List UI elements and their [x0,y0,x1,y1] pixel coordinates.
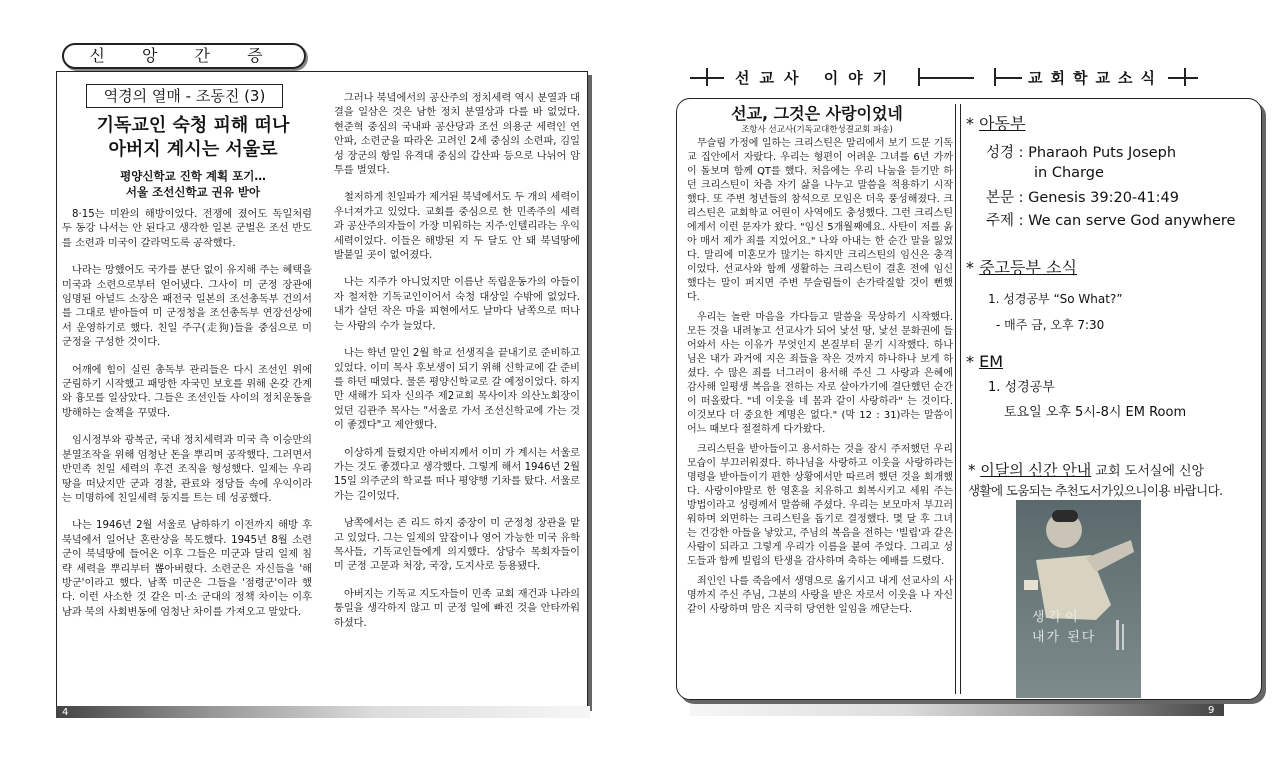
paragraph: 무슬림 가정에 일하는 크리스틴은 말리에서 보기 드문 기독교 집안에서 자랐다. 우리는 형편이 어려운 그녀를 6년 가까이 돌보며 함께 QT를 했다. 처음에는 우리 나눔을 듣기만 하던 크리스틴이 차츰 자기 삶을 나누고 말씀을 적용하기 시작했다. 또 주변 청년들의 참석으로 모임은 더욱 풍성해졌다. 크리스틴은 교회학교 어린이 사역에도 충성했다. 그런 크리스틴에게서 이런 문자가 왔다. "임신 5개월째예요. 사탄이 저를 옭아 매서 제가 죄를 지었어요." 나와 아내는 한 순간 말을 잃었다. 말리에 미혼모가 많기는 하지만 크리스틴의 임신은 충격이었다. 선교사와 함께 생활하는 크리스틴이 결혼 전에 임신했다는 말이 퍼지면 주변 무슬림들이 손가락질할 것이 뻔했다. [687,138,953,303]
header-tick [1184,68,1186,86]
book-cover-image [1016,500,1141,698]
paragraph: 아버지는 기독교 지도자들이 민족 교회 재건과 나라의 통일을 생각하지 않고 미 군정 일에 빠진 것을 안타까워하셨다. [334,588,580,629]
bible-value: Pharaoh Puts Joseph [1028,145,1177,161]
paragraph: 죄인인 나를 죽음에서 생명으로 옮기시고 내게 선교사의 사명까지 주신 주님, 그분의 사랑을 받은 자로서 이웃을 나 자신같이 사랑하며 맘은 지극히 당연한 일임을 깨닫는다. [687,576,953,615]
header-rule [1168,77,1198,79]
article-series-title: 역경의 열매 - 조동진 (3) [86,84,283,108]
paragraph: 임시정부와 광복군, 국내 정치세력과 미국 측 이승만의 분열조작을 위해 엄청난 돈을 뿌리며 공작했다. 그러면서 반민족 친일 세력의 후견 조직을 형성했다. 일제는 우리 땅을 떠났지만 군과 경찰, 관료와 정당들 속에 우익이라는 미명하에 친일세력 둥지를 트는 데 성공했다. [62,435,312,504]
children-dept-heading: * 아동부 [966,114,1026,133]
article-subtitle-line2: 서울 조선신학교 권유 받아 [125,185,261,199]
article-subtitle-line1: 평양신학교 진학 계획 포기… [120,169,266,183]
book-heading: * 이달의 신간 안내 [968,461,1092,479]
column-divider [955,104,961,694]
book-text-2: 생활에 도움되는 추천도서가있으니이용 바랍니다. [968,483,1223,498]
paragraph: 남쪽에서는 존 리드 하지 중장이 미 군정청 장관을 맡고 있었다. 그는 일제의 앞잡이나 영어 가능한 미국 유학 목사들, 기독교인들에게 의지했다. 상당수 목회자들이 미 군정 고문과 처장, 국장, 도지사로 등용됐다. [334,518,580,573]
page-number-right: 9 [1208,705,1215,716]
theme-label: 주제 : [986,213,1029,229]
article-title-line1: 기독교인 숙청 피해 떠나 [96,115,290,136]
footer-bar-right [690,704,1224,716]
article-title [68,114,318,162]
header-rule [918,77,974,79]
children-theme [986,211,1235,231]
mission-column [687,137,953,623]
paragraph: 나는 1946년 2월 서울로 남하하기 이전까지 해방 후 북녘에서 일어난 혼란상을 목도했다. 1945년 8월 소련군이 북녘땅에 들어온 이후 그들은 미군과 달리 일제 침략 세력을 뿌리부터 뽑아버렸다. 소련군은 자신들을 '해방군'이라고 했다. 남쪽 미군은 그들을 '점령군'이라 했다. 이런 사소한 것 같은 미·소 군대의 정책 차이는 이후 남과 북의 사회변동에 엄청난 차이를 가져오고 말았다. [62,520,312,618]
header-church-school: 교회학교소식 [1028,69,1163,87]
em-item-2: 토요일 오후 5시-8시 EM Room [1004,405,1187,420]
article-column-1 [62,208,312,633]
article-column-2 [334,92,580,644]
section-label: 신 앙 간 증 [62,43,306,69]
header-mission: 선교사 이야기 [735,69,898,87]
paragraph: 어깨에 힘이 실린 총독부 관리들은 다시 조선인 위에 군림하기 시작했고 패망한 자국민 보호를 위해 온갖 간계와 흉모를 일삼았다. 그들은 조선인들 사이의 정치운동을 방해하는 술책을 꾸몄다. [62,364,312,419]
children-bible-cont: in Charge [1034,165,1104,181]
paragraph: 크리스틴을 받아들이고 용서하는 것을 잠시 주저했던 우리 모습이 부끄러워졌다. 하나님을 사랑하고 이웃을 사랑하라는 명령을 받아들이기 편한 상황에서만 따르려 했던 것을 회개했다. 사랑이야말로 한 영혼을 치유하고 회복시키고 세워 주는 방법이라고 성령께서 말씀해 주셨다. 우리는 보모마저 부끄러워하며 외면하는 크리스틴을 돕기로 결정했다. 몇 달 후 그녀는 건강한 아들을 낳았고, 주님의 복음을 전하는 '빌립'과 같은 사람이 되라고 그렇게 우리가 이름을 붙여 주었다. 그리고 성도들과 함께 빌립의 탄생을 감사하며 축하는 예배를 드렸다. [687,444,953,567]
mission-author: 조항사 선교사(기독교대한성결교회 파송) [741,125,893,135]
paragraph: 나는 지주가 아니었지만 이름난 독립운동가의 아들이자 철저한 기독교인이어서 숙청 대상일 수밖에 없었다. 내가 살던 작은 마을 피현에서도 날마다 남쪽으로 떠나는 사람의 수가 늘었다. [334,277,580,332]
article-title-line2: 아버지 계시는 서울로 [108,139,278,160]
footer-bar-left [56,706,590,718]
mission-title: 선교, 그것은 사랑이었네 [731,104,903,123]
paragraph: 나는 학년 말인 2월 학교 선생직을 끝내기로 준비하고 있었다. 이미 목사 후보생이 되기 위해 신학교에 갈 준비를 하던 때였다. 물론 평양신학교로 갈 예정이었다. 하지만 새해가 되자 신의주 제2교회 목사이자 의산노회장이었던 김관주 목사는 "서울로 가서 조선신학교에 가는 것이 좋겠다"고 제안했다. [334,348,580,432]
paragraph: 이상하게 들렸지만 아버지께서 이미 가 계시는 서울로 가는 것도 좋겠다고 생각했다. 그렇게 해서 1946년 2월 15일 의주군의 학교를 떠나 평양행 기차를 탔다. 서울로 가는 길이었다. [334,447,580,502]
children-text [986,188,1179,208]
header-tick [918,68,920,86]
paragraph: 철저하게 친일파가 제거된 북녘에서도 두 개의 세력이 우너져가고 있었다. 교회를 중심으로 한 민족주의 세력과 공산주의자들이 가장 미워하는 지주·인텔리라는 우익세력이었다. 이들은 해방된 지 두 달도 안 돼 북녘땅에 발붙일 곳이 없어졌다. [334,192,580,262]
book-cover-title-2: 내가 된다 [1032,630,1097,645]
em-item-1: 1. 성경공부 [988,380,1055,395]
page-number-left: 4 [62,707,69,718]
paragraph: 나라는 망했어도 국가를 분단 없이 유지해 주는 혜택을 미국과 소련으로부터 얻어냈다. 그사이 미 군정 장관에 임명된 아널드 소장은 패전국 일본의 조선총독부 건의서를 그대로 받아들여 미 군정청을 조선총독부 연장선상에서 운영하기로 했다. 친일 주구(走狗)들을 중심으로 미 군정을 구성한 것이다. [62,265,312,349]
header-rule [690,77,724,79]
paragraph: 그러나 북녘에서의 공산주의 정치세력 역시 분열과 대결을 일삼은 것은 남한 정치 분열상과 다를 바 없었다. 현준혁 중심의 국내파 공산당과 조선 의용군 세력인 연안파, 소련군을 따라온 고려인 2세 중심의 소련파, 김일성 장군의 항일 유격대 중심의 갑산파 등으로 나뉘어 암투를 벌였다. [334,93,580,177]
text-value: Genesis 39:20-41:49 [1028,190,1179,206]
em-heading: * EM [966,352,1004,371]
theme-value: We can serve God anywhere [1028,213,1236,229]
youth-dept-heading: * 중고등부 소식 [966,258,1077,277]
article-subtitle [68,168,318,200]
book-notice [968,460,1204,482]
youth-item-2: - 매주 금, 오후 7:30 [996,318,1105,332]
paragraph: 8·15는 미완의 해방이었다. 전쟁에 졌어도 독일처럼 두 동강 나서는 안 된다고 생각한 일본 군벌은 조선 반도를 소련과 미국이 갈라먹도록 공작했다. [62,209,312,249]
children-bible [986,143,1176,163]
header-rule [994,77,1022,79]
paragraph: 우리는 놀란 마음을 가다듬고 말씀을 묵상하기 시작했다. 모든 것을 내려놓고 선교사가 되어 낯선 땅, 낯선 문화권에 들어와서 사는 이유가 무엇인지 본질부터 묻기 시작했다. 하나님은 내가 과거에 지은 죄들을 작은 것까지 하나하나 보게 하셨다. 수 많은 죄를 너그러이 용서해 주신 그 사랑과 은혜에 감사해 일평생 복음을 전하는 자로 살아가기에 결단했던 순간이 떠올랐다. "네 이웃을 네 몸과 같이 사랑하라" 는 것이다. 이것보다 더 중요한 계명은 없다." (막 12 : 31)라는 말씀이 어느 때보다 절절하게 다가왔다. [687,312,953,435]
book-cover-art [1016,500,1141,698]
youth-item-1: 1. 성경공부 “So What?” [988,292,1123,306]
text-label: 본문 : [986,190,1029,206]
book-cover-title-1: 생각이 [1032,610,1082,625]
book-text-1: 교회 도서실에 신앙 [1095,464,1205,479]
bible-label: 성경 : [986,145,1029,161]
